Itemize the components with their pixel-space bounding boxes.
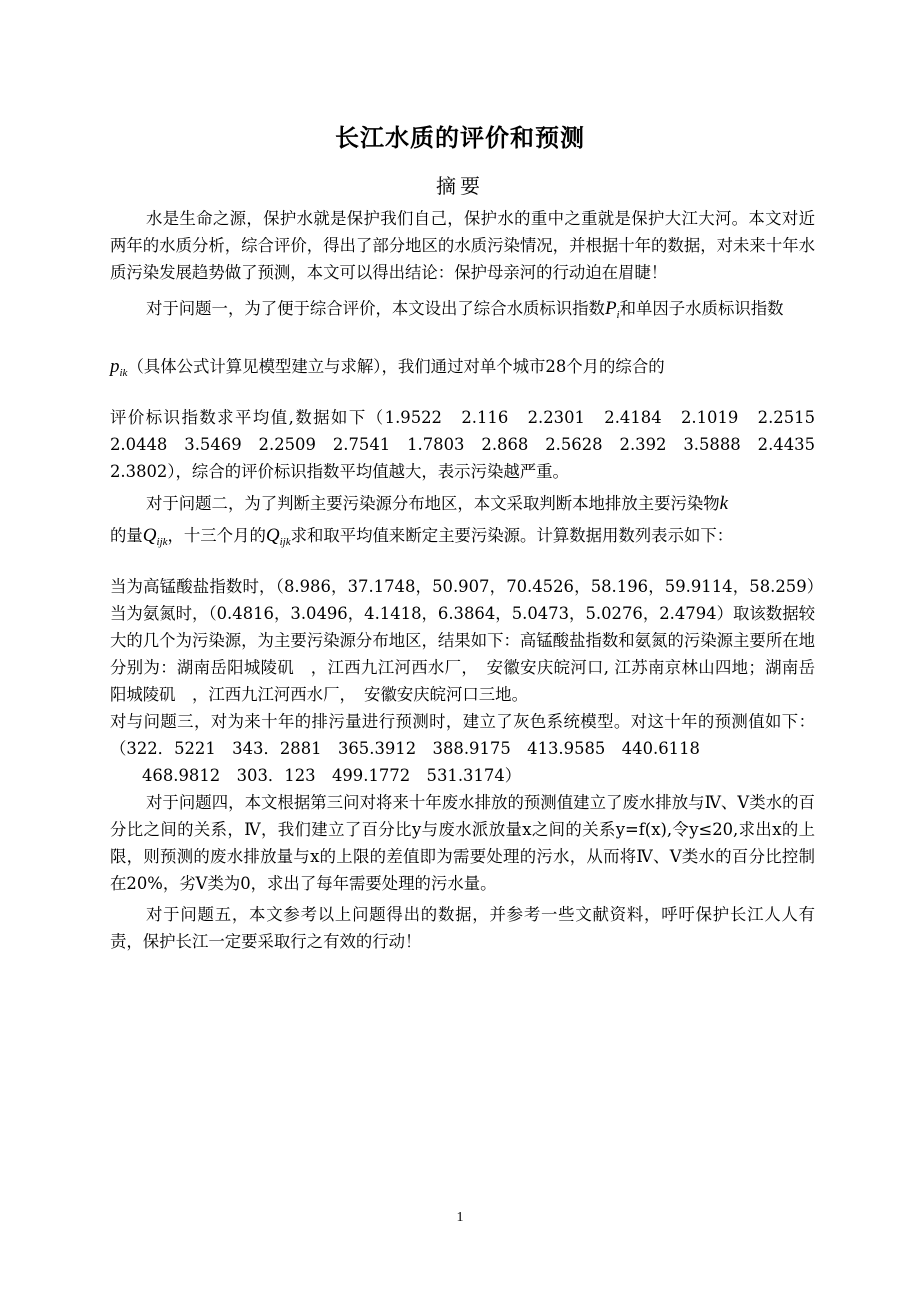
paragraph-problem-4: 对于问题四，本文根据第三问对将来十年废水排放的预测值建立了废水排放与Ⅳ、Ⅴ类水的百分比之间的关系，Ⅳ，我们建立了百分比y与废水派放量x之间的关系y=f(x),令y≤20,求出x的上限，则预测的废水排放量与x的上限的差值即为需要处理的污水，从而将Ⅳ、Ⅴ类水的百分比控制在20%，劣Ⅴ类为0，求出了每年需要处理的污水量。 bbox=[110, 793, 815, 893]
symbol-q-ijk-2: $Q_{ijk}$ bbox=[265, 525, 291, 548]
problem-1-text-c: （具体公式计算见模型建立与求解），我们通过对单个城市28个月的综合的 bbox=[127, 357, 665, 376]
problem-2-text-c: ，十三个月的 bbox=[167, 526, 266, 545]
problem-2-text-a: 对于问题二，为了判断主要污染源分布地区，本文采取判断本地排放主要污染物 bbox=[146, 494, 720, 513]
abstract-heading: 摘要 bbox=[436, 174, 484, 198]
problem-1-text-a: 对于问题一，为了便于综合评价，本文设出了综合水质标识指数 bbox=[146, 299, 605, 318]
page-title: 长江水质的评价和预测 bbox=[335, 124, 585, 152]
problem-2-text-b: 的量 bbox=[110, 526, 143, 545]
paragraph-problem-1-data: 评价标识指数求平均值,数据如下（1.9522 2.116 2.2301 2.4184 2.1019 2.2515 2.0448 3.5469 2.2509 2.7541 1.7803 2.868 2.5628 2.392 3.5888 2.4435 2.3802），综合的评价标识指数平均值越大，表示污染越严重。 bbox=[110, 408, 832, 481]
paragraph-problem-1-cont bbox=[110, 352, 815, 388]
symbol-k: k bbox=[719, 493, 729, 514]
problem-1-text-b: 和单因子水质标识指数 bbox=[619, 299, 784, 318]
symbol-p-i: $P_i$ bbox=[604, 298, 620, 321]
paragraph-problem-2 bbox=[110, 489, 815, 519]
paragraph-problem-2-cont bbox=[110, 519, 815, 559]
abstract-body bbox=[110, 205, 832, 955]
paragraph-problem-3: 对与问题三，对为来十年的排污量进行预测时，建立了灰色系统模型。对这十年的预测值如下：（322．5221 343．2881 365.3912 388.9175 413.9585 440.6118 bbox=[110, 712, 815, 758]
paragraph-intro: 水是生命之源，保护水就是保护我们自己，保护水的重中之重就是保护大江大河。本文对近两年的水质分析，综合评价，得出了部分地区的水质污染情况，并根据十年的数据，对未来十年水质污染发展趋势做了预测，本文可以得出结论：保护母亲河的行动迫在眉睫！ bbox=[110, 209, 815, 282]
paragraph-pollution-data: 当为高锰酸盐指数时，（8.986，37.1748，50.907，70.4526，58.196，59.9114，58.259）当为氨氮时，（0.4816，3.0496，4.1418，6.3864，5.0473，5.0276，2.4794）取该数据较大的几个为污染源，为主要污染源分布地区，结果如下：高锰酸盐指数和氨氮的污染源主要所在地分别为：湖南岳阳城陵矶 ，江西九江河西水厂， 安徽安庆皖河口, 江苏南京林山四地；湖南岳阳城陵矶 ，江西九江河西水厂， 安徽安庆皖河口三地。 bbox=[110, 577, 815, 704]
symbol-q-ijk: $Q_{ijk}$ bbox=[142, 525, 168, 548]
paragraph-problem-5: 对于问题五，本文参考以上问题得出的数据，并参考一些文献资料，呼吁保护长江人人有责，保护长江一定要采取行之有效的行动！ bbox=[110, 905, 815, 951]
symbol-p-ik: $p_{ik}$ bbox=[110, 356, 128, 379]
page-number: 1 bbox=[456, 1210, 464, 1225]
problem-2-text-d: 求和取平均值来断定主要污染源。计算数据用数列表示如下： bbox=[290, 526, 734, 545]
paragraph-problem-1 bbox=[110, 294, 815, 330]
paragraph-problem-3-values: 468.9812 303．123 499.1772 531.3174） bbox=[142, 766, 522, 785]
